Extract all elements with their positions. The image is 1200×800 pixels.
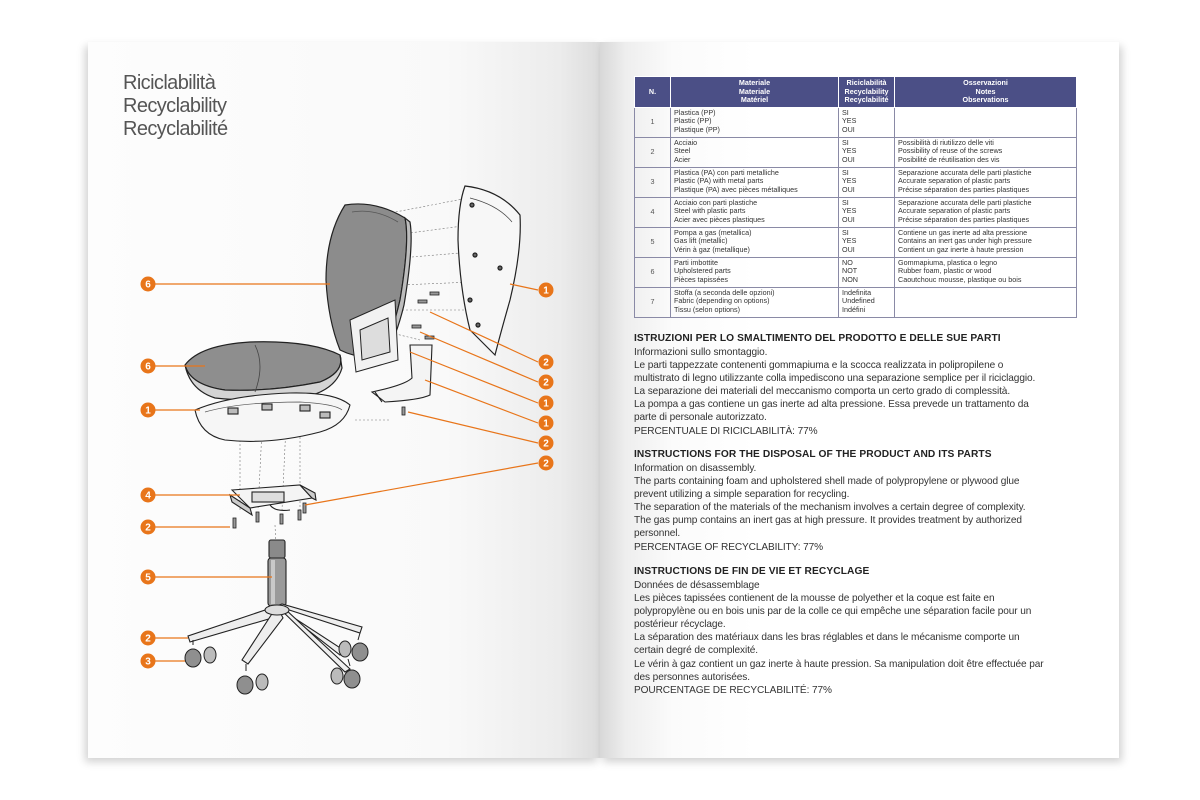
notes-cell: Possibilità di riutilizzo delle viti Possibility of reuse of the screws Posibilité de réutilisation des vis xyxy=(895,138,1077,168)
section-line: personnel. xyxy=(634,528,681,540)
callout-label: 2 xyxy=(543,438,549,450)
callout-label: 1 xyxy=(543,285,549,297)
section-italian xyxy=(634,332,1094,438)
notes-cell: Separazione accurata delle parti plastiche Accurate separation of plastic parts Précise séparation des parties plastiques xyxy=(895,168,1077,198)
section-heading: INSTRUCTIONS FOR THE DISPOSAL OF THE PRODUCT AND ITS PARTS xyxy=(634,449,992,460)
header-number: N. xyxy=(635,77,671,108)
section-line: Données de désassemblage xyxy=(634,580,760,591)
table-row xyxy=(635,288,1077,318)
row-number: 5 xyxy=(635,228,671,258)
recyclability-cell: Indefinita Undefined Indéfini xyxy=(839,288,895,318)
row-number: 2 xyxy=(635,138,671,168)
callout-badge xyxy=(141,520,156,535)
callout-label: 2 xyxy=(145,522,151,534)
section-line: Le vérin à gaz contient un gaz inerte à haute pression. Sa manipulation doit être effectuée par xyxy=(634,658,1044,670)
header-recyclability: Riciclabilità Recyclability Recyclabilité xyxy=(839,77,895,108)
callout-badge xyxy=(141,570,156,585)
row-number: 4 xyxy=(635,198,671,228)
callout-label: 1 xyxy=(543,398,549,410)
callout-label: 2 xyxy=(543,377,549,389)
section-french xyxy=(634,565,1094,697)
section-line: La pompa a gas contiene un gas inerte ad alta pressione. Essa prevede un trattamento da xyxy=(634,399,1029,411)
callout-label: 2 xyxy=(145,633,151,645)
section-line: The separation of the materials of the mechanism involves a certain degree of complexity. xyxy=(634,502,1026,514)
section-line: Les pièces tapissées contienent de la mousse de polyether et la coque est faite en xyxy=(634,593,995,605)
callout-badge xyxy=(539,456,554,471)
material-cell: Plastica (PA) con parti metalliche Plastic (PA) with metal parts Plastique (PA) avec pièces métalliques xyxy=(671,168,839,198)
table-row xyxy=(635,258,1077,288)
section-line: certain degré de complexité. xyxy=(634,645,759,657)
notes-cell xyxy=(895,108,1077,138)
material-cell: Acciaio con parti plastiche Steel with plastic parts Acier avec pièces plastiques xyxy=(671,198,839,228)
section-line: PERCENTAGE OF RECYCLABILITY: 77% xyxy=(634,541,824,553)
notes-cell: Contiene un gas inerte ad alta pressione Contains an inert gas under high pressure Contient un gaz inerte à haute pression xyxy=(895,228,1077,258)
header-material: Materiale Materiale Matériel xyxy=(671,77,839,108)
section-line: prevent utilizing a simple separation for recycling. xyxy=(634,489,850,501)
gas-lift xyxy=(268,540,286,606)
row-number: 7 xyxy=(635,288,671,318)
section-heading: INSTRUCTIONS DE FIN DE VIE ET RECYCLAGE xyxy=(634,566,870,577)
section-line: Le parti tappezzate contenenti gommapiuma e la scocca realizzata in polipropilene o xyxy=(634,360,1004,372)
row-number: 1 xyxy=(635,108,671,138)
section-line: multistrato di legno utilizzante colla impediscono una separazione semplice per il riciclaggio. xyxy=(634,373,1036,385)
callout-label: 3 xyxy=(145,656,151,668)
recyclability-cell: NO NOT NON xyxy=(839,258,895,288)
callout-badge xyxy=(539,375,554,390)
callout-label: 1 xyxy=(145,405,151,417)
callout-badge xyxy=(141,277,156,292)
row-number: 3 xyxy=(635,168,671,198)
notes-cell: Gommapiuma, plastica o legno Rubber foam, plastic or wood Caoutchouc mousse, plastique ou bois xyxy=(895,258,1077,288)
material-cell: Plastica (PP) Plastic (PP) Plastique (PP) xyxy=(671,108,839,138)
callout-badge xyxy=(141,631,156,646)
recyclability-cell: SI YES OUI xyxy=(839,108,895,138)
page-title-fr: Recyclabilité xyxy=(123,118,228,140)
callout-badge xyxy=(141,654,156,669)
section-line: La separazione dei materiali del meccanismo comporta un certo grado di complessità. xyxy=(634,386,1011,398)
section-line: POURCENTAGE DE RECYCLABILITÉ: 77% xyxy=(634,684,832,696)
table-row xyxy=(635,228,1077,258)
callout-badge xyxy=(539,283,554,298)
section-line: Information on disassembly. xyxy=(634,463,757,474)
callout-badge xyxy=(539,416,554,431)
callout-badge xyxy=(141,403,156,418)
table-header-row xyxy=(635,77,1077,108)
callout-label: 5 xyxy=(145,572,151,584)
notes-cell xyxy=(895,288,1077,318)
page-title-en: Recyclability xyxy=(123,95,227,117)
callout-label: 6 xyxy=(145,361,151,373)
callout-label: 1 xyxy=(543,418,549,430)
seat-shell xyxy=(195,393,350,441)
section-line: postérieur récyclage. xyxy=(634,619,726,631)
material-cell: Pompa a gas (metallica) Gas lift (metallic) Vérin à gaz (metallique) xyxy=(671,228,839,258)
callout-badge xyxy=(141,359,156,374)
section-line: polypropylène ou en bois unis par de la colle ce qui empêche une séparation facile pour un xyxy=(634,606,1032,618)
callout-badge xyxy=(539,396,554,411)
table-row xyxy=(635,168,1077,198)
material-cell: Acciaio Steel Acier xyxy=(671,138,839,168)
section-english xyxy=(634,448,1094,554)
callout-label: 2 xyxy=(543,458,549,470)
material-cell: Parti imbottite Upholstered parts Pièces tapissées xyxy=(671,258,839,288)
seat-cushion xyxy=(185,342,342,400)
callout-label: 4 xyxy=(145,490,151,502)
recyclability-cell: SI YES OUI xyxy=(839,168,895,198)
callout-badge xyxy=(539,355,554,370)
page-title-it: Riciclabilità xyxy=(123,72,216,94)
header-notes: Osservazioni Notes Observations xyxy=(895,77,1077,108)
callout-badge xyxy=(539,436,554,451)
recyclability-table xyxy=(634,76,1077,318)
section-line: parte di personale autorizzato. xyxy=(634,412,767,424)
table-row xyxy=(635,198,1077,228)
section-line: The gas pump contains an inert gas at high pressure. It provides treatment by authorized xyxy=(634,515,1022,527)
section-line: The parts containing foam and upholstered shell made of polypropylene or plywood glue xyxy=(634,476,1020,488)
callout-label: 2 xyxy=(543,357,549,369)
table-row xyxy=(635,138,1077,168)
table-row xyxy=(635,108,1077,138)
section-line: des personnes autorisées. xyxy=(634,671,750,683)
callout-badge xyxy=(141,488,156,503)
chair-base xyxy=(188,604,362,672)
row-number: 6 xyxy=(635,258,671,288)
section-line: Informazioni sullo smontaggio. xyxy=(634,347,768,358)
callout-label: 6 xyxy=(145,279,151,291)
material-cell: Stoffa (a seconda delle opzioni) Fabric (depending on options) Tissu (selon options) xyxy=(671,288,839,318)
recyclability-cell: SI YES OUI xyxy=(839,198,895,228)
recyclability-cell: SI YES OUI xyxy=(839,228,895,258)
recyclability-cell: SI YES OUI xyxy=(839,138,895,168)
notes-cell: Separazione accurata delle parti plastiche Accurate separation of plastic parts Précise séparation des parties plastiques xyxy=(895,198,1077,228)
section-line: PERCENTUALE DI RICICLABILITÀ: 77% xyxy=(634,425,818,437)
section-line: La séparation des matériaux dans les bras réglables et dans le mécanisme comporte un xyxy=(634,632,1020,644)
section-heading: ISTRUZIONI PER LO SMALTIMENTO DEL PRODOTTO E DELLE SUE PARTI xyxy=(634,333,1001,344)
